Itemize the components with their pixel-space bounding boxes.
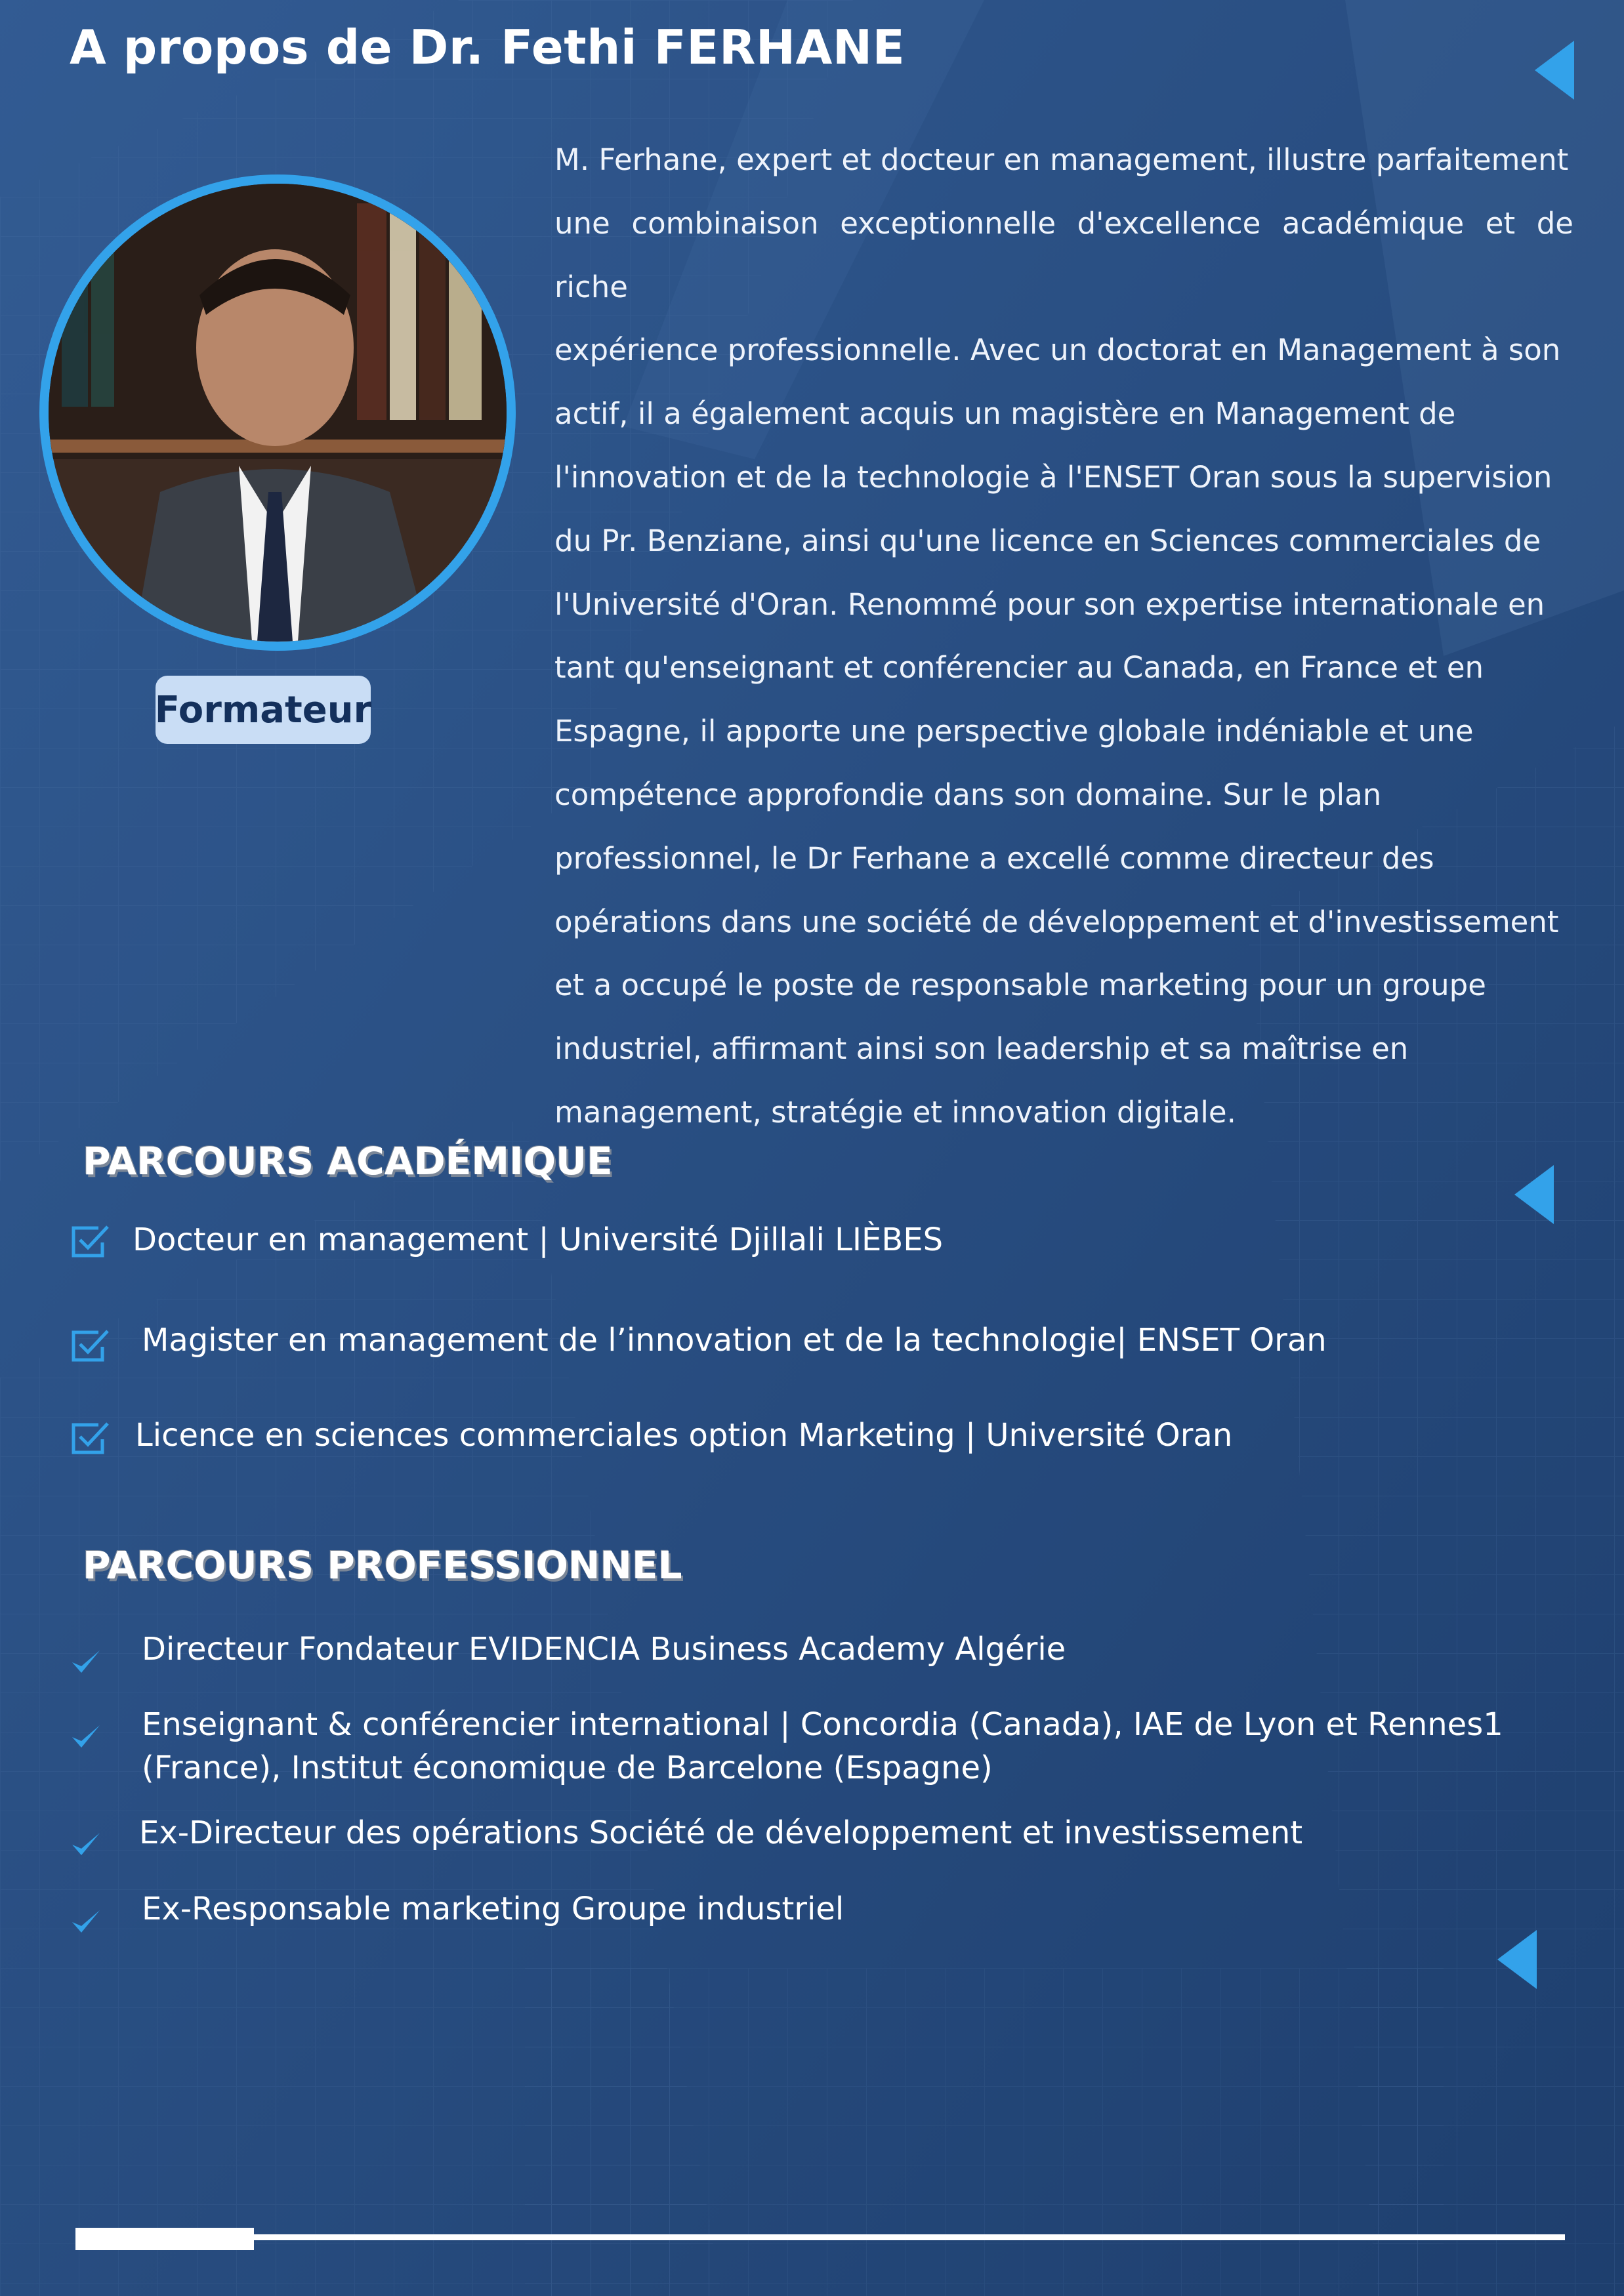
checkbox-checked-icon bbox=[70, 1223, 110, 1260]
checkmark-icon bbox=[70, 1648, 102, 1677]
checkmark-icon bbox=[70, 1830, 102, 1859]
checkbox-checked-icon bbox=[70, 1327, 110, 1364]
bio-line: professionnel, le Dr Ferhane a excellé comme directeur des bbox=[554, 840, 1434, 876]
checkmark-icon bbox=[70, 1908, 102, 1937]
progress-fill bbox=[75, 2228, 254, 2250]
triangle-marker-icon bbox=[1535, 41, 1574, 100]
bio-line: et a occupé le poste de responsable marketing pour un groupe bbox=[554, 968, 1486, 1003]
bio-line: l'innovation et de la technologie à l'ENSET Oran sous la supervision bbox=[554, 459, 1552, 495]
academic-heading: PARCOURS ACADÉMIQUE bbox=[83, 1139, 613, 1183]
bio-line: expérience professionnelle. Avec un doctorat en Management à son bbox=[554, 333, 1561, 368]
bio-line: M. Ferhane, expert et docteur en management, illustre parfaitement bbox=[554, 142, 1569, 177]
triangle-marker-icon bbox=[1514, 1165, 1554, 1224]
checkmark-icon bbox=[70, 1723, 102, 1752]
bio-line: du Pr. Benziane, ainsi qu'une licence en Sciences commerciales de bbox=[554, 523, 1541, 558]
triangle-marker-icon bbox=[1497, 1930, 1537, 1989]
bio-line: Espagne, il apporte une perspective globale indéniable et une bbox=[554, 714, 1474, 749]
bio-line: l'Université d'Oran. Renommé pour son expertise internationale en bbox=[554, 586, 1545, 622]
bio-line: actif, il a également acquis un magistère en Management de bbox=[554, 396, 1456, 432]
bio-line: tant qu'enseignant et conférencier au Canada, en France et en bbox=[554, 650, 1484, 686]
portrait-photo-icon bbox=[49, 184, 507, 642]
profile-photo bbox=[39, 174, 516, 651]
bio-paragraph bbox=[554, 129, 1573, 1145]
bio-line: industriel, affirmant ainsi son leadership et sa maîtrise en bbox=[554, 1031, 1409, 1067]
bio-line: une combinaison exceptionnelle d'excellence académique et de riche bbox=[554, 205, 1573, 304]
professional-heading: PARCOURS PROFESSIONNEL bbox=[83, 1543, 682, 1588]
bio-line: compétence approfondie dans son domaine. Sur le plan bbox=[554, 777, 1382, 812]
page-title: A propos de Dr. Fethi FERHANE bbox=[70, 20, 906, 75]
progress-track bbox=[75, 2234, 1565, 2240]
bio-line: opérations dans une société de développement et d'investissement bbox=[554, 904, 1559, 939]
checkbox-checked-icon bbox=[70, 1420, 110, 1456]
role-badge: Formateur bbox=[156, 676, 371, 744]
bio-line: management, stratégie et innovation digitale. bbox=[554, 1094, 1236, 1130]
